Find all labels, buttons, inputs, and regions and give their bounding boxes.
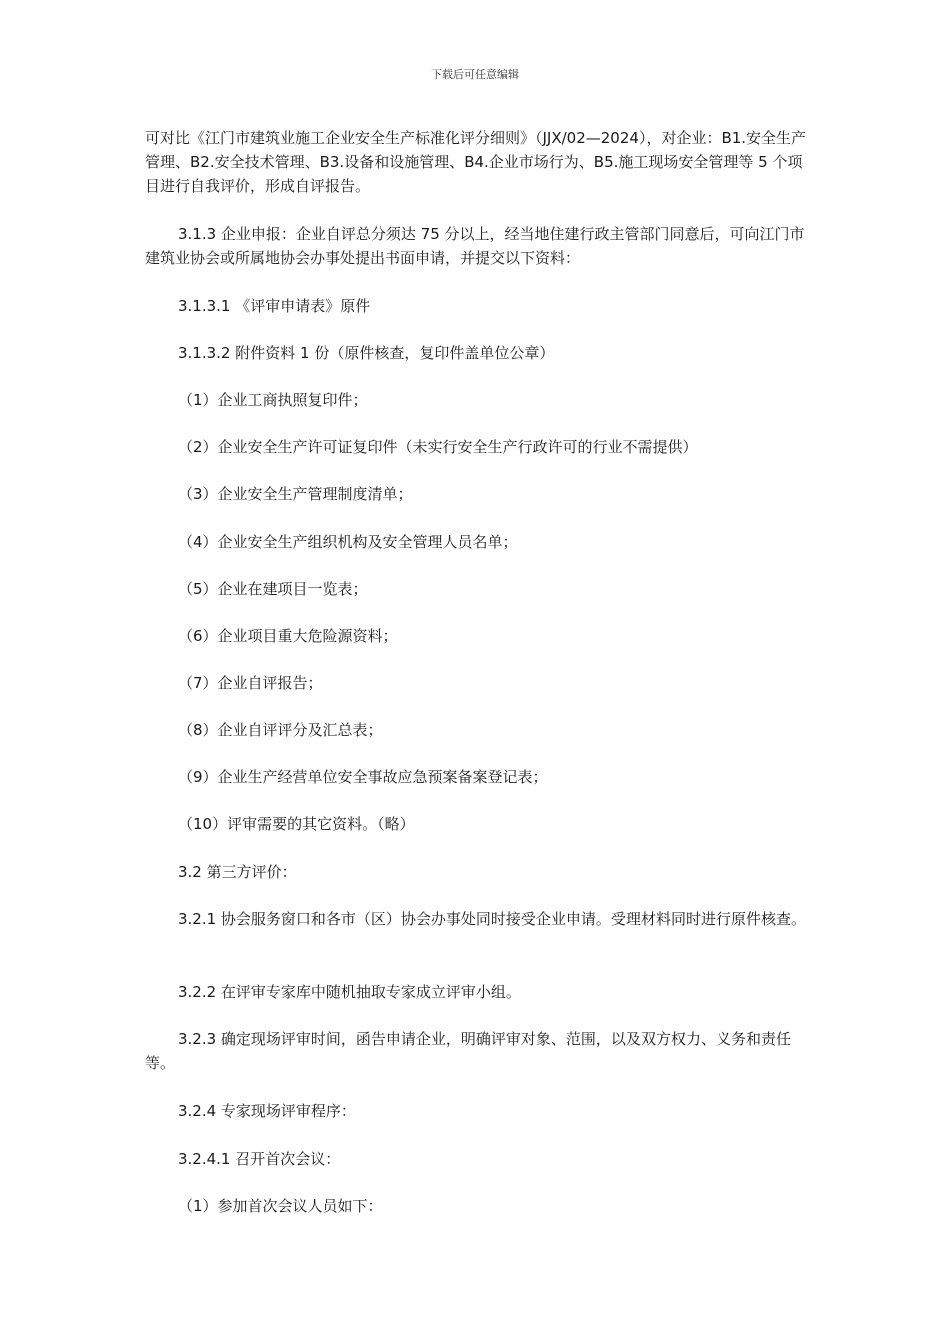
paragraph-intro: 可对比《江门市建筑业施工企业安全生产标准化评分细则》（JJX/02—2024），对企业：B1.安全生产管理、B2.安全技术管理、B3.设备和设施管理、B4.企业市场行为、B5.施工现场安全管理等 5 个项目进行自我评价，形成自评报告。 <box>145 129 807 195</box>
list-item: （10）评审需要的其它资料。（略） <box>178 815 415 833</box>
list-item: （4）企业安全生产组织机构及安全管理人员名单； <box>178 533 518 551</box>
section-heading-3-2: 3.2 第三方评价： <box>178 863 297 881</box>
list-item: （2）企业安全生产许可证复印件（未实行安全生产行政许可的行业不需提供） <box>178 438 698 456</box>
paragraph-3-1-3-2: 3.1.3.2 附件资料 1 份（原件核查，复印件盖单位公章） <box>178 344 555 362</box>
paragraph-3-1-3: 3.1.3 企业申报：企业自评总分须达 75 分以上，经当地住建行政主管部门同意后，可向江门市建筑业协会或所属地协会办事处提出书面申请，并提交以下资料： <box>145 225 805 267</box>
paragraph-3-2-4-1: 3.2.4.1 召开首次会议： <box>178 1150 341 1168</box>
list-item: （8）企业自评评分及汇总表； <box>178 721 383 739</box>
list-item: （6）企业项目重大危险源资料； <box>178 627 398 645</box>
paragraph-3-2-2: 3.2.2 在评审专家库中随机抽取专家成立评审小组。 <box>178 983 521 1001</box>
list-item: （7）企业自评报告； <box>178 674 323 692</box>
paragraph-3-1-3-1: 3.1.3.1 《评审申请表》原件 <box>178 297 371 315</box>
paragraph-3-2-3: 3.2.3 确定现场评审时间，函告申请企业，明确评审对象、范围，以及双方权力、义务和责任等。 <box>145 1030 791 1072</box>
list-item: （9）企业生产经营单位安全事故应急预案备案登记表； <box>178 768 548 786</box>
list-item: （5）企业在建项目一览表； <box>178 580 368 598</box>
list-item: （3）企业安全生产管理制度清单； <box>178 485 413 503</box>
page-header-note: 下载后可任意编辑 <box>431 68 519 81</box>
paragraph-3-2-1: 3.2.1 协会服务窗口和各市（区）协会办事处同时接受企业申请。受理材料同时进行原件核查。 <box>178 910 806 928</box>
list-item: （1）企业工商执照复印件； <box>178 391 368 409</box>
list-item: （1）参加首次会议人员如下： <box>178 1197 383 1215</box>
paragraph-3-2-4: 3.2.4 专家现场评审程序： <box>178 1102 356 1120</box>
